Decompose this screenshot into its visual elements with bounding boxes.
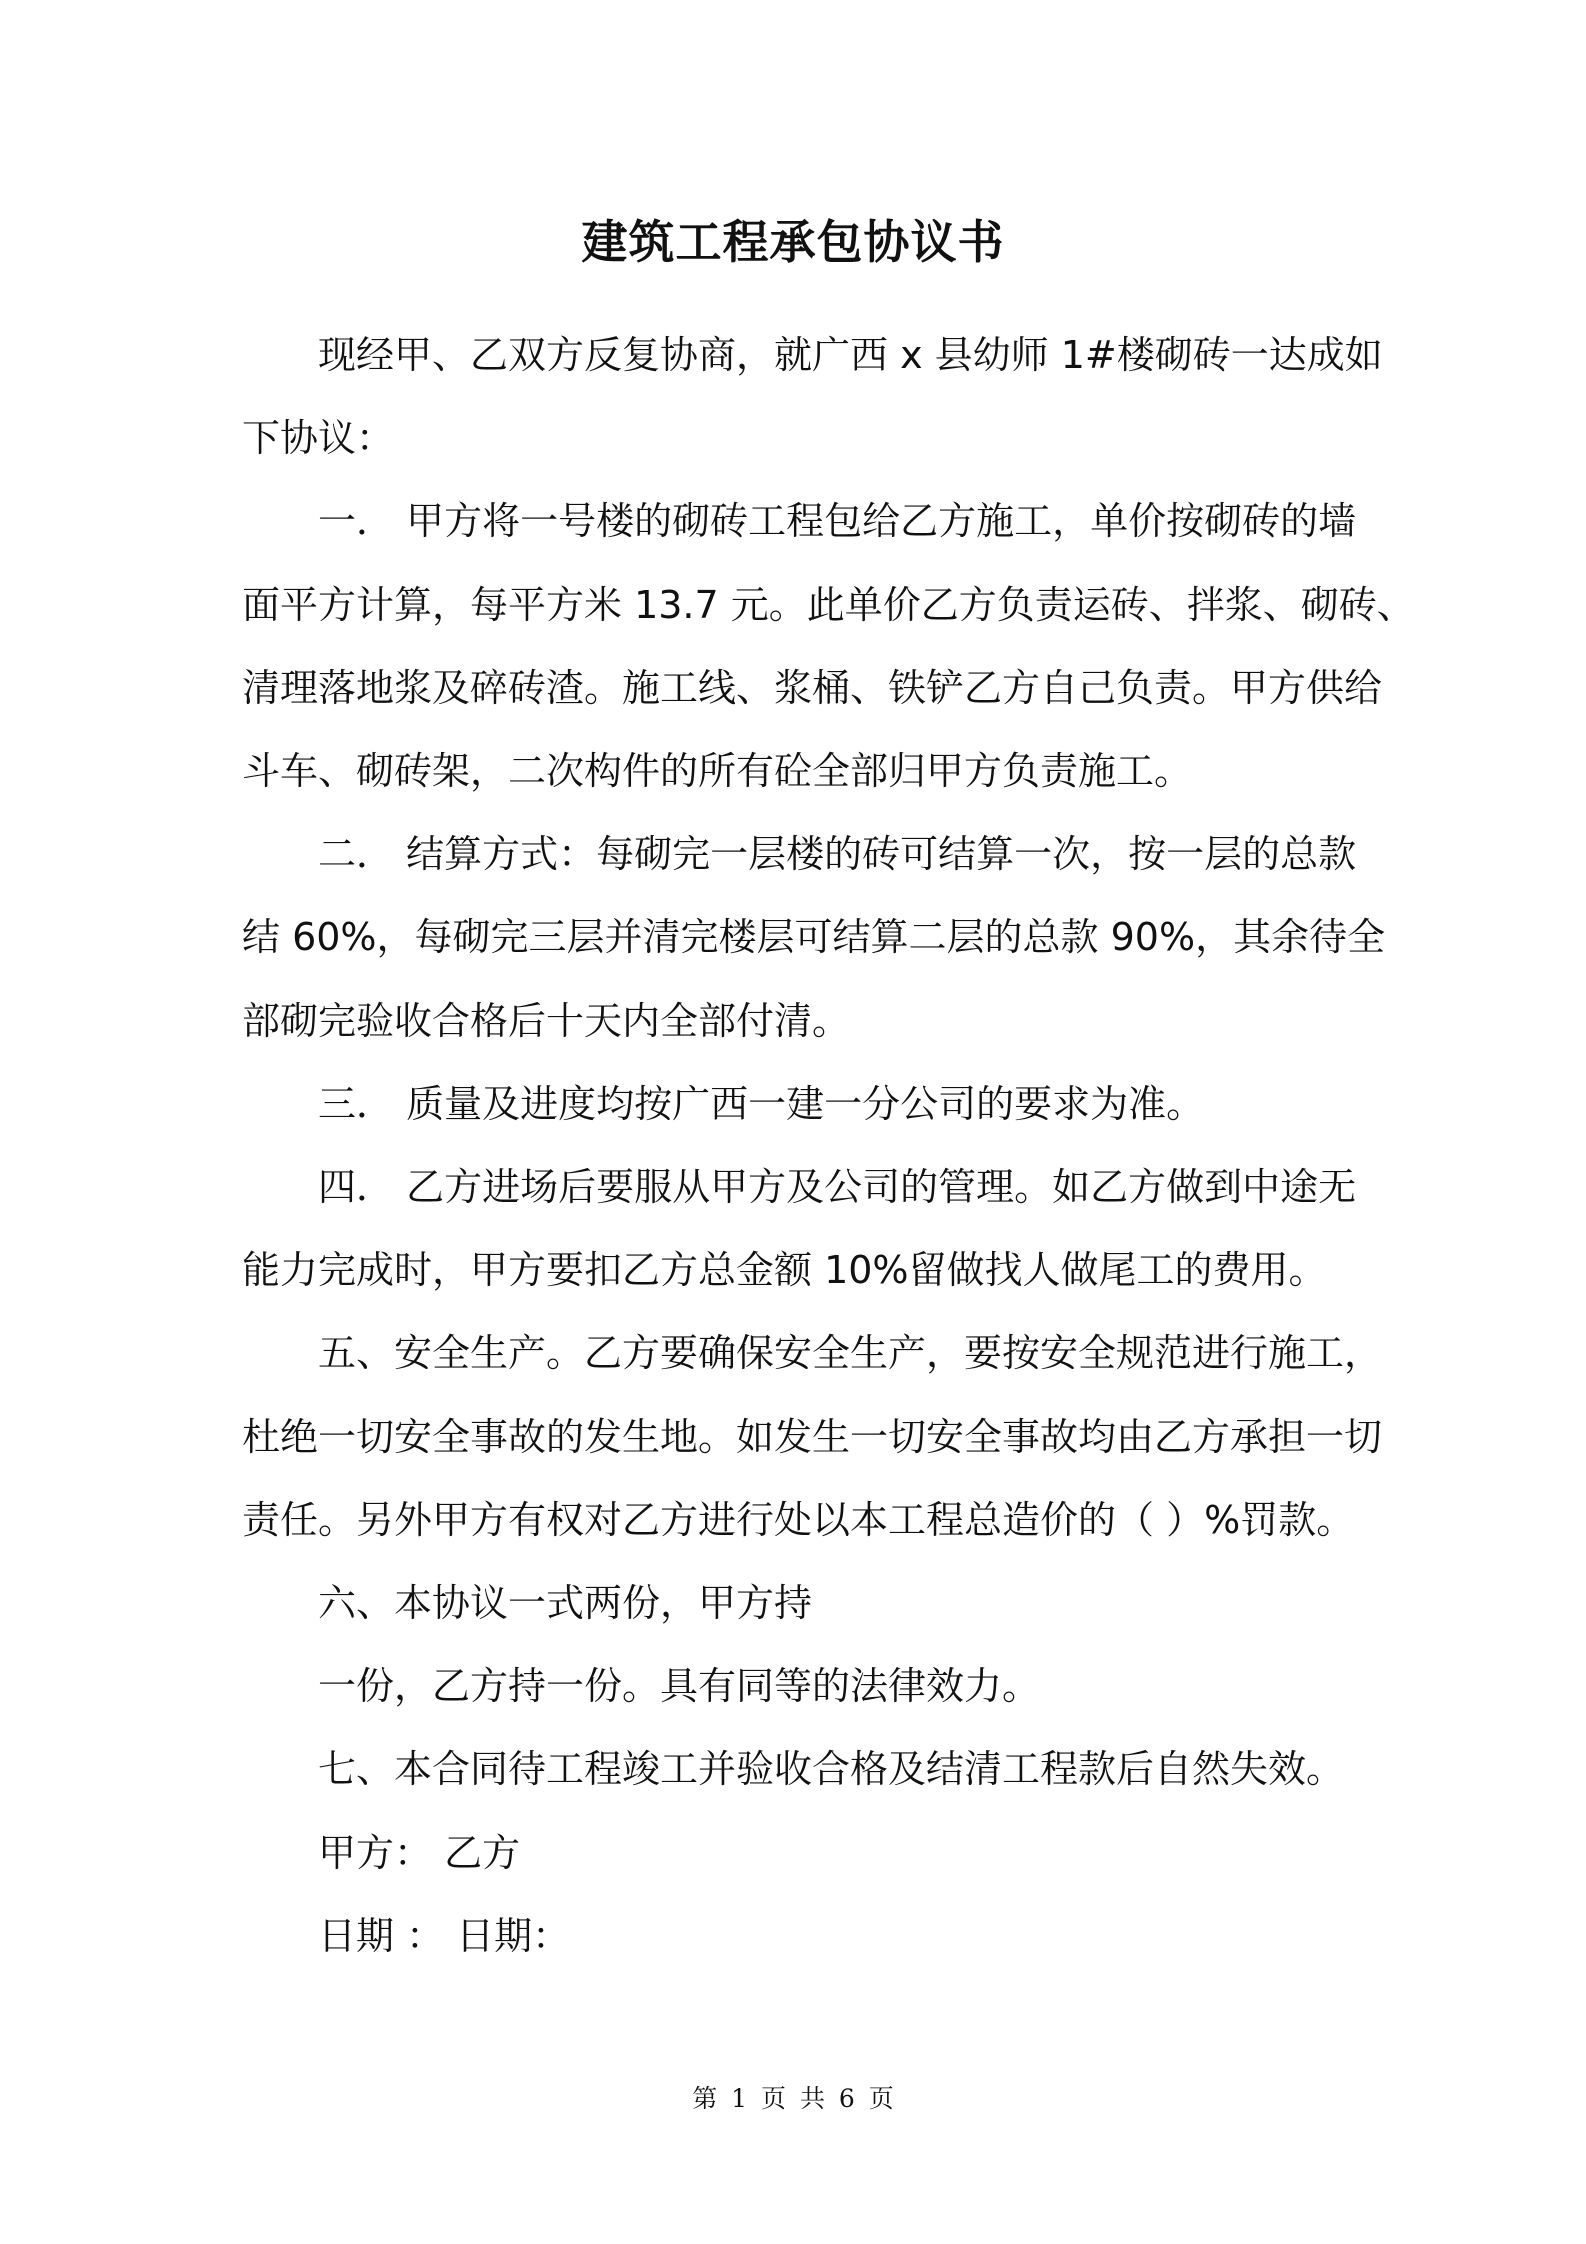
- clause-5-line: 五、安全生产。乙方要确保安全生产，要按安全规范进行施工，: [318, 1331, 1383, 1375]
- clause-5-line: 责任。另外甲方有权对乙方进行处以本工程总造价的（ ）%罚款。: [242, 1498, 1355, 1542]
- clause-2-line: 结 60%，每砌完三层并清完楼层可结算二层的总款 90%，其余待全: [242, 915, 1386, 959]
- clause-5-line: 杜绝一切安全事故的发生地。如发生一切安全事故均由乙方承担一切: [242, 1415, 1383, 1459]
- paragraph-line: 现经甲、乙双方反复协商，就广西 x 县幼师 1#楼砌砖一达成如: [318, 333, 1383, 377]
- page-number-footer: 第 1 页 共 6 页: [692, 2084, 894, 2113]
- clause-1-line: 斗车、砌砖架，二次构件的所有砼全部归甲方负责施工。: [242, 749, 1193, 793]
- clause-4-line: 能力完成时，甲方要扣乙方总金额 10%留做找人做尾工的费用。: [242, 1248, 1327, 1292]
- clause-4-line: 四． 乙方进场后要服从甲方及公司的管理。如乙方做到中途无: [318, 1165, 1357, 1209]
- clause-6-line: 六、本协议一式两份，甲方持: [318, 1581, 813, 1625]
- paragraph-line: 下协议：: [242, 416, 395, 460]
- clause-1-line: 一． 甲方将一号楼的砌砖工程包给乙方施工，单价按砌砖的墙: [318, 499, 1357, 543]
- clause-2-line: 部砌完验收合格后十天内全部付清。: [242, 999, 851, 1043]
- clause-1-line: 清理落地浆及碎砖渣。施工线、浆桶、铁铲乙方自己负责。甲方供给: [242, 666, 1383, 710]
- clause-7-line: 七、本合同待工程竣工并验收合格及结清工程款后自然失效。: [318, 1747, 1345, 1791]
- document-title: 建筑工程承包协议书: [581, 215, 1005, 269]
- signature-parties: 甲方： 乙方: [318, 1831, 521, 1875]
- clause-3-line: 三． 质量及进度均按广西一建一分公司的要求为准。: [318, 1082, 1205, 1126]
- signature-dates: 日期 ： 日期：: [318, 1914, 571, 1958]
- clause-1-line: 面平方计算，每平方米 13.7 元。此单价乙方负责运砖、拌浆、砌砖、: [242, 583, 1415, 627]
- clause-2-line: 二． 结算方式：每砌完一层楼的砖可结算一次，按一层的总款: [318, 832, 1357, 876]
- clause-6-line: 一份，乙方持一份。具有同等的法律效力。: [318, 1664, 1041, 1708]
